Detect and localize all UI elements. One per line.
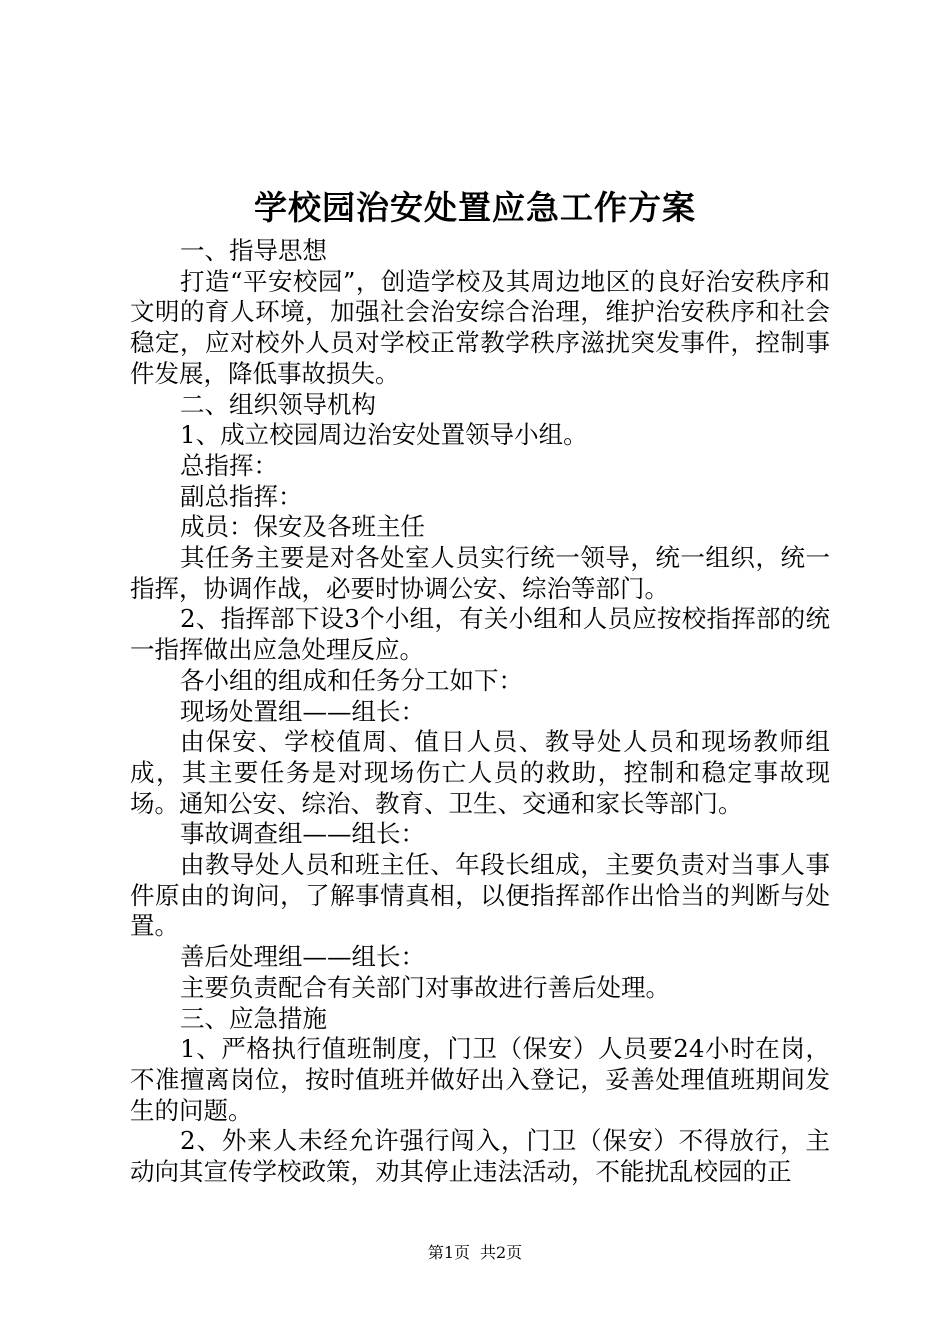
- paragraph-group-division: 各小组的组成和任务分工如下：: [180, 665, 523, 695]
- paragraph-onsite-group: 现场处置组——组长：: [180, 696, 425, 726]
- paragraph-measure-1: 1、严格执行值班制度，门卫（保安）人员要24小时在岗，不准擅离岗位，按时值班并做好出入登记，妥善处理值班期间发生的问题。: [130, 1034, 830, 1125]
- paragraph-onsite-group-desc: 由保安、学校值周、值日人员、教导处人员和现场教师组成，其主要任务是对现场伤亡人员的救助，控制和稳定事故现场。通知公安、综治、教育、卫生、交通和家长等部门。: [130, 727, 830, 818]
- page-footer: [0, 1243, 950, 1263]
- section-heading-1: 一、指导思想: [180, 236, 327, 265]
- paragraph-measure-2: 2、外来人未经允许强行闯入，门卫（保安）不得放行，主动向其宣传学校政策，劝其停止违法活动，不能扰乱校园的正: [130, 1126, 830, 1187]
- paragraph-guiding-idea: 打造“平安校园”，创造学校及其周边地区的良好治安秩序和文明的育人环境，加强社会治安综合治理，维护治安秩序和社会稳定，应对校外人员对学校正常教学秩序滋扰突发事件，控制事件发展，降低事故损失。: [130, 266, 830, 388]
- paragraph-members: 成员：保安及各班主任: [180, 512, 425, 542]
- paragraph-investigation-group-desc: 由教导处人员和班主任、年段长组成，主要负责对当事人事件原由的询问，了解事情真相，以便指挥部作出恰当的判断与处置。: [130, 850, 830, 941]
- document-title: 学校园治安处置应急工作方案: [254, 188, 696, 227]
- document-body: [130, 236, 830, 1188]
- paragraph-investigation-group: 事故调查组——组长：: [180, 819, 425, 849]
- page-total: 共2页: [480, 1243, 523, 1262]
- paragraph-item-1: 1、成立校园周边治安处置领导小组。: [180, 420, 588, 450]
- paragraph-aftermath-group: 善后处理组——组长：: [180, 942, 425, 972]
- paragraph-deputy-commander: 副总指挥：: [180, 481, 303, 511]
- section-heading-2: 二、组织领导机构: [180, 389, 376, 419]
- paragraph-item-2: 2、指挥部下设3个小组，有关小组和人员应按校指挥部的统一指挥做出应急处理反应。: [130, 604, 830, 665]
- section-heading-3: 三、应急措施: [180, 1003, 327, 1033]
- paragraph-commander: 总指挥：: [180, 450, 278, 480]
- paragraph-tasks: 其任务主要是对各处室人员实行统一领导，统一组织，统一指挥，协调作战，必要时协调公安、综治等部门。: [130, 543, 830, 603]
- page-number: 第1页: [427, 1243, 470, 1262]
- paragraph-aftermath-group-desc: 主要负责配合有关部门对事故进行善后处理。: [180, 972, 670, 1002]
